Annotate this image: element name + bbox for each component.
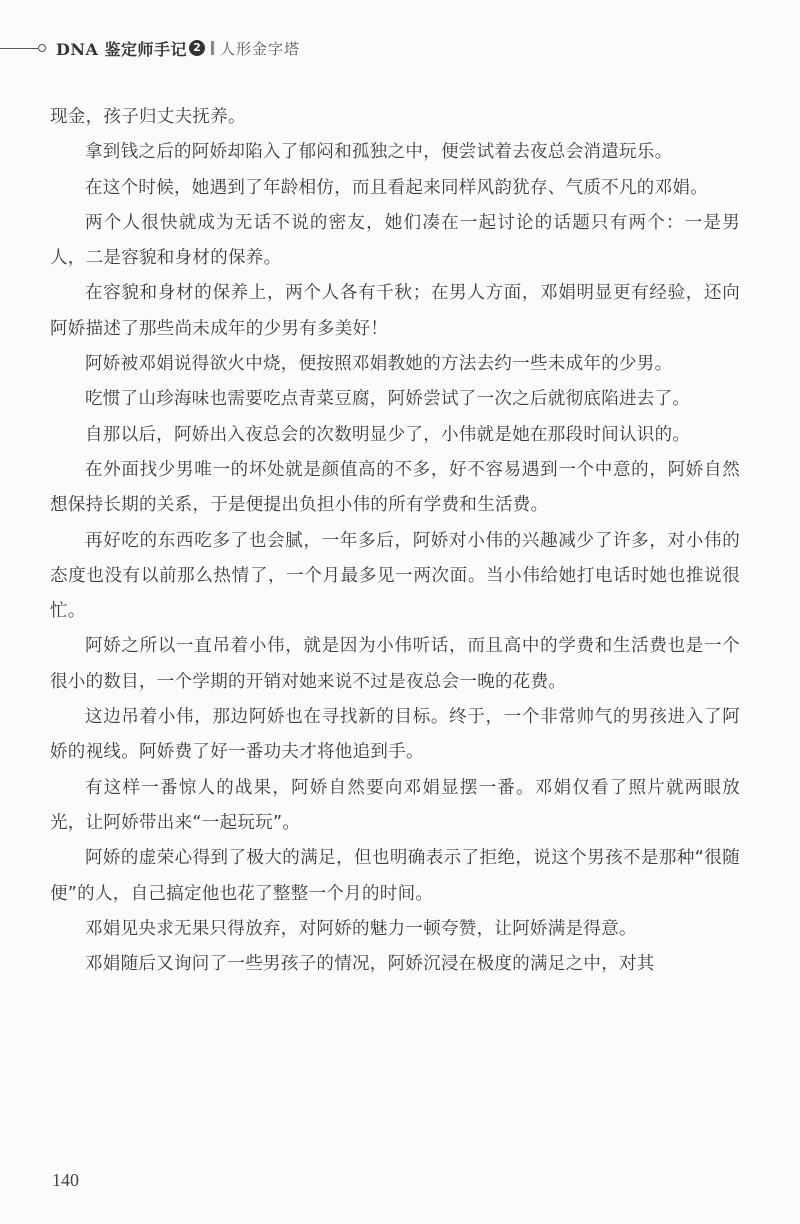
- paragraph: 邓娟随后又询问了一些男孩子的情况，阿娇沉浸在极度的满足之中，对其: [85, 954, 655, 975]
- book-subtitle: 人形金字塔: [220, 39, 301, 58]
- paragraph: 再好吃的东西吃多了也会腻，一年多后，阿娇对小伟的兴趣减少了许多，对小伟的态度也没有以前那么热情了，一个月最多见一两次面。当小伟给她打电话时她也推说很忙。: [50, 530, 740, 622]
- paragraph: 现金，孩子归丈夫抚养。: [50, 107, 246, 127]
- paragraph: 在容貌和身材的保养上，两个人各有千秋；在男人方面，邓娟明显更有经验，还向阿娇描述了那些尚未成年的少男有多美好！: [50, 283, 740, 339]
- header-dot-ornament: [38, 44, 46, 52]
- paragraph: 阿娇的虚荣心得到了极大的满足，但也明确表示了拒绝，说这个男孩不是那种“很随便”的人，自己搞定他也花了整整一个月的时间。: [50, 848, 740, 904]
- paragraph: 吃惯了山珍海味也需要吃点青菜豆腐，阿娇尝试了一次之后就彻底陷进去了。: [85, 389, 691, 410]
- header-separator: [211, 41, 214, 55]
- paragraph: 拿到钱之后的阿娇却陷入了郁闷和孤独之中，便尝试着去夜总会消遣玩乐。: [85, 142, 673, 163]
- paragraph: 在外面找少男唯一的坏处就是颜值高的不多，好不容易遇到一个中意的，阿娇自然想保持长期的关系，于是便提出负担小伟的所有学费和生活费。: [50, 459, 740, 516]
- page-number: 140: [52, 1170, 79, 1190]
- header-rule: [0, 48, 38, 49]
- paragraph: 阿娇之所以一直吊着小伟，就是因为小伟听话，而且高中的学费和生活费也是一个很小的数目，一个学期的开销对她来说不过是夜总会一晚的花费。: [50, 636, 740, 692]
- running-header: [0, 36, 300, 60]
- volume-badge: 2: [189, 40, 205, 56]
- book-title: DNA 鉴定师手记: [56, 39, 187, 59]
- paragraph: 两个人很快就成为无话不说的密友，她们凑在一起讨论的话题只有两个：一是男人，二是容貌和身材的保养。: [50, 212, 740, 269]
- paragraph: 有这样一番惊人的战果，阿娇自然要向邓娟显摆一番。邓娟仅看了照片就两眼放光，让阿娇带出来“一起玩玩”。: [50, 777, 740, 833]
- paragraph: 自那以后，阿娇出入夜总会的次数明显少了，小伟就是她在那段时间认识的。: [85, 424, 691, 445]
- body-text: [50, 100, 740, 982]
- paragraph: 阿娇被邓娟说得欲火中烧，便按照邓娟教她的方法去约一些未成年的少男。: [85, 354, 673, 375]
- paragraph: 这边吊着小伟，那边阿娇也在寻找新的目标。终于，一个非常帅气的男孩进入了阿娇的视线。阿娇费了好一番功夫才将他追到手。: [50, 707, 740, 763]
- paragraph: 邓娟见央求无果只得放弃，对阿娇的魅力一顿夸赞，让阿娇满是得意。: [85, 918, 637, 939]
- paragraph: 在这个时候，她遇到了年龄相仿，而且看起来同样风韵犹存、气质不凡的邓娟。: [85, 177, 708, 198]
